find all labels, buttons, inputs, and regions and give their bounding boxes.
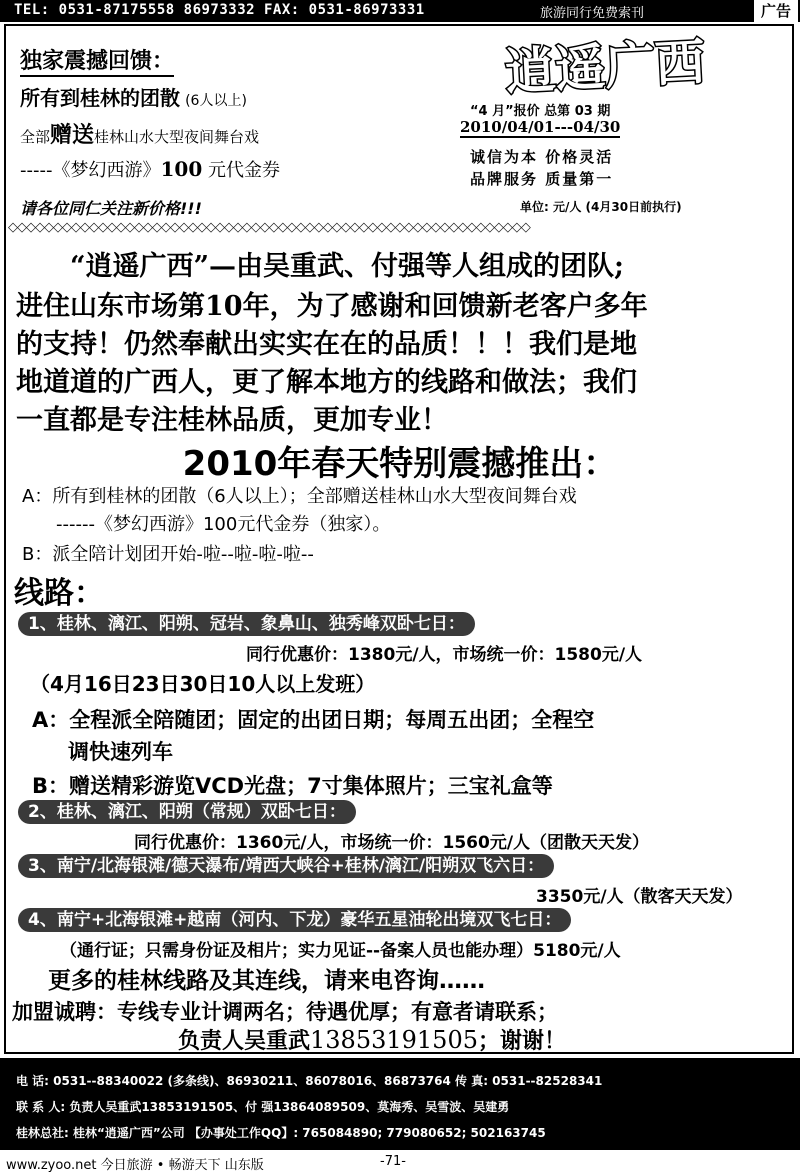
footer-hq: 桂林总社: 桂林“逍遥广西”公司 【办事处工作QQ】: 765084890; 779080652; 502163745 — [16, 1126, 546, 1140]
page-number: -71- — [380, 1154, 406, 1169]
price-notice: 请各位同仁关注新价格!!! — [20, 199, 202, 218]
route4-price: （通行证；只需身份证及相片；实力见证--备案人员也能办理）5180元/人 — [60, 941, 621, 961]
diamond-divider: ◇◇◇◇◇◇◇◇◇◇◇◇◇◇◇◇◇◇◇◇◇◇◇◇◇◇◇◇◇◇◇◇◇◇◇◇◇◇◇◇◇◇◇◇◇◇◇◇◇◇◇◇◇◇◇◇◇◇ — [8, 220, 530, 235]
offer-a-line2: ------《梦幻西游》100元代金券（独家）。 — [56, 514, 391, 535]
route3-price: 3350元/人（散客天天发） — [536, 887, 743, 907]
top-bar — [0, 0, 800, 22]
recruit-line1: 加盟诚聘：专线专业计调两名；待遇优厚；有意者请联系； — [12, 1000, 558, 1024]
promo-line1: 所有到桂林的团散 (6人以上) — [20, 86, 247, 110]
intro-line4: 地道道的广西人，更了解本地方的线路和做法；我们 — [16, 367, 637, 398]
contact-footer — [0, 1058, 800, 1150]
page-bottom — [0, 1152, 800, 1171]
route1-a-line2: 调快速列车 — [68, 740, 173, 764]
motto-line1: 诚信为本 价格灵活 — [470, 148, 614, 166]
route4-title: 4、南宁+北海银滩+越南（河内、下龙）豪华五星油轮出境双飞七日： — [18, 908, 571, 932]
offer-a-line1: A：所有到桂林的团散（6人以上）；全部赠送桂林山水大型夜间舞台戏 — [22, 486, 577, 507]
route1-b: B：赠送精彩游览VCD光盘；7寸集体照片；三宝礼盒等 — [32, 774, 553, 798]
route1-a-line1: A：全程派全陪随团；固定的出团日期；每周五出团；全程空 — [32, 708, 595, 732]
top-contact: TEL: 0531-87175558 86973332 FAX: 0531-86973331 — [14, 2, 425, 18]
route1-dates: （4月16日23日30日10人以上发班） — [30, 672, 376, 696]
intro-line2: 进住山东市场第10年，为了感谢和回馈新老客户多年 — [16, 291, 648, 322]
unit-note: 单位: 元/人 (4月30日前执行) — [520, 200, 682, 214]
brand-logo-text: 逍遥广西 — [503, 31, 707, 100]
promo-line2: 全部赠送桂林山水大型夜间舞台戏 — [20, 123, 260, 148]
motto-line2: 品牌服务 质量第一 — [470, 170, 614, 188]
top-tagline: 旅游同行免费索刊 — [540, 6, 645, 21]
intro-line5: 一直都是专注桂林品质，更加专业！ — [16, 405, 448, 436]
promo-line3: -----《梦幻西游》100 元代金券 — [20, 157, 280, 181]
promo-title: 独家震撼回馈： — [20, 44, 174, 77]
brand-logo — [480, 30, 730, 100]
footer-phone: 电 话: 0531--88340022 (多条线)、86930211、86078016、86873764 传 真: 0531--82528341 — [16, 1074, 603, 1088]
routes-title: 线路： — [14, 576, 104, 611]
footer-contacts: 联 系 人: 负责人吴重武13853191505、付 强13864089509、莫海秀、吴雪波、吴建勇 — [16, 1100, 510, 1114]
headline: 2010年春天特别震撼推出： — [182, 444, 618, 484]
recruit-phone: 13853191505 — [310, 1026, 478, 1054]
bottom-site: www.zyoo.net 今日旅游 • 畅游天下 山东版 — [6, 1158, 264, 1173]
more-routes: 更多的桂林线路及其连线，请来电咨询…… — [48, 968, 485, 994]
issue-label: “4 月”报价 总第 03 期 — [470, 104, 611, 119]
brand-logo-art — [480, 30, 730, 100]
route2-title: 2、桂林、漓江、阳朔（常规）双卧七日： — [18, 800, 356, 824]
route2-price: 同行优惠价：1360元/人，市场统一价：1560元/人（团散天天发） — [134, 833, 650, 853]
date-range: 2010/04/01---04/30 — [460, 118, 621, 136]
offer-b: B：派全陪计划团开始-啦--啦-啦-啦-- — [22, 544, 314, 565]
route3-title: 3、南宁/北海银滩/德天瀑布/靖西大峡谷+桂林/漓江/阳朔双飞六日： — [18, 854, 554, 878]
recruit-line2: 负责人吴重武13853191505；谢谢！ — [178, 1026, 566, 1054]
ad-badge: 广告 — [754, 0, 798, 22]
route1-price: 同行优惠价：1380元/人，市场统一价：1580元/人 — [246, 645, 643, 665]
route1-title: 1、桂林、漓江、阳朔、冠岩、象鼻山、独秀峰双卧七日： — [18, 612, 475, 636]
intro-line1: “逍遥广西”—由吴重武、付强等人组成的团队; — [70, 251, 625, 282]
intro-line3: 的支持！仍然奉献出实实在在的品质！！！我们是地 — [16, 329, 637, 360]
